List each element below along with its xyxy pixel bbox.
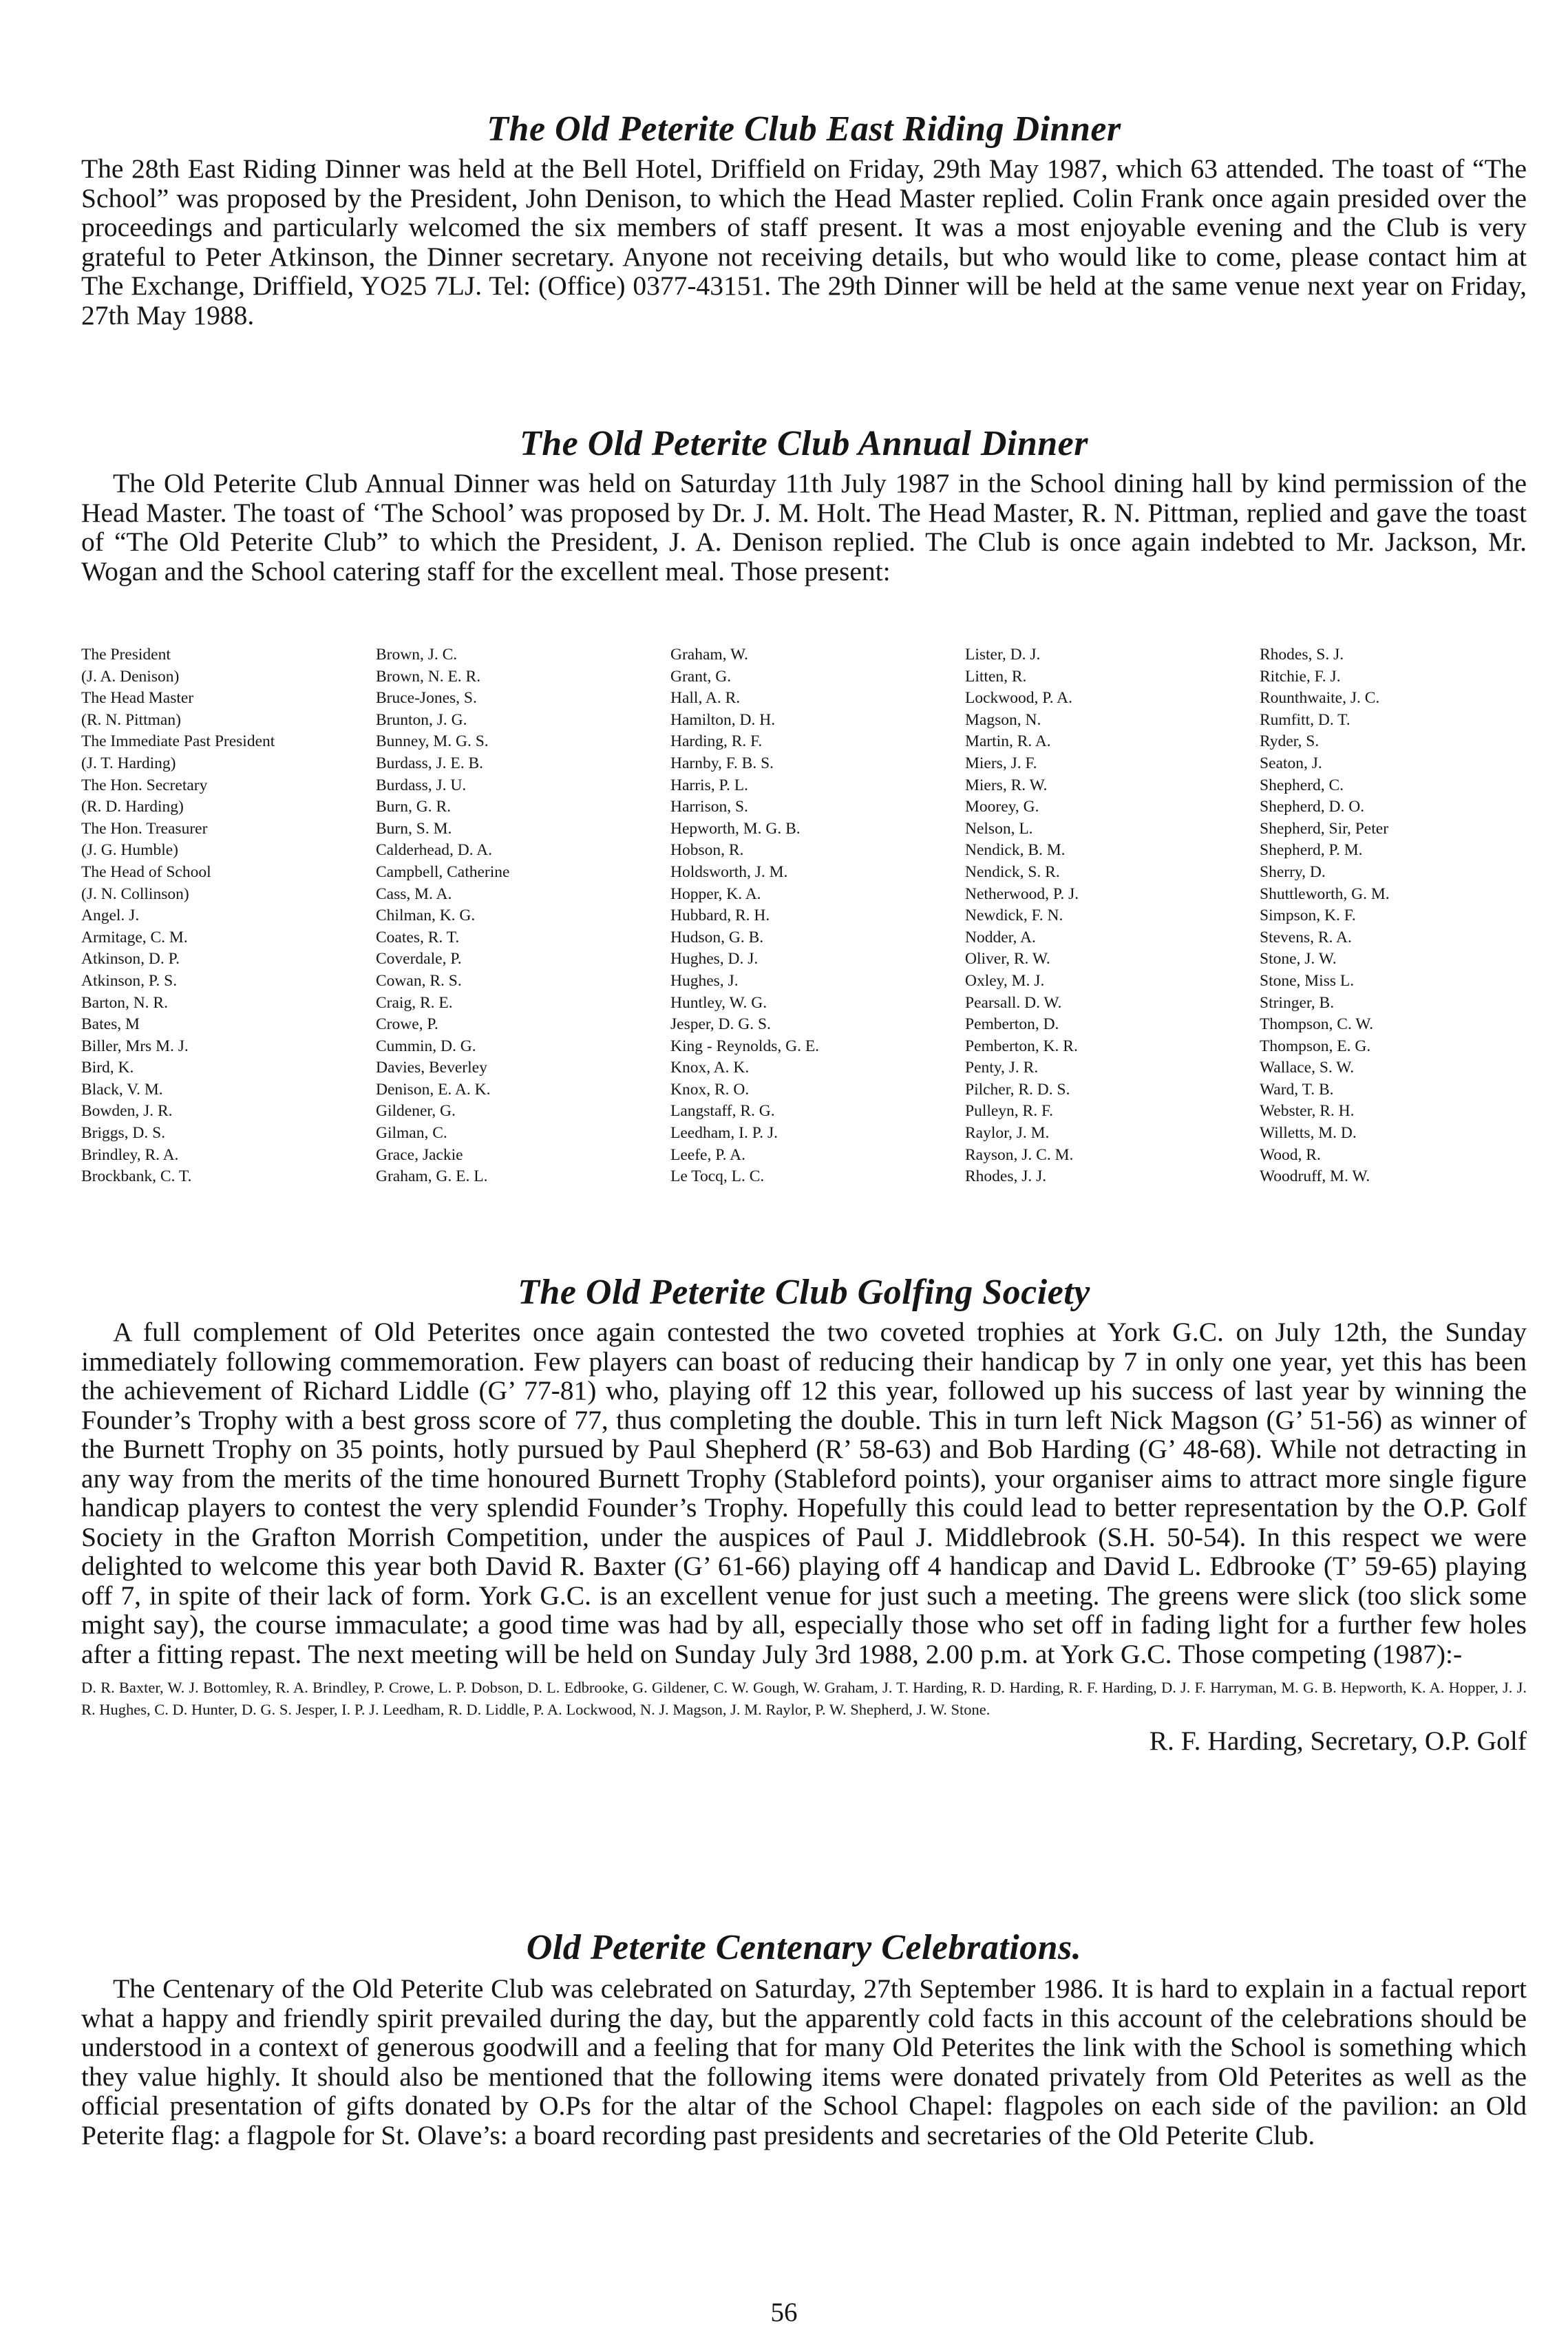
attendee-name: Hudson, G. B. [670, 928, 764, 946]
attendee-name: Burn, G. R. [376, 798, 452, 816]
attendee-name: Hepworth, M. G. B. [670, 819, 801, 838]
attendee-name: Biller, Mrs M. J. [81, 1037, 189, 1055]
attendee-name: Le Tocq, L. C. [670, 1167, 765, 1186]
attendee-name: Woodruff, M. W. [1260, 1167, 1370, 1186]
attendee-name: Sherry, D. [1260, 862, 1326, 881]
attendee-name: Rayson, J. C. M. [965, 1145, 1074, 1164]
attendee-name: Nendick, B. M. [965, 841, 1066, 860]
attendee-name: Burdass, J. E. B. [376, 754, 484, 772]
page-number: 56 [770, 2298, 798, 2327]
attendee-name: Burn, S. M. [376, 819, 452, 838]
attendee-name: Brunton, J. G. [376, 710, 467, 729]
attendee-name: Hamilton, D. H. [670, 710, 776, 729]
attendee-name: Pemberton, D. [965, 1015, 1059, 1034]
attendee-name: Craig, R. E. [376, 993, 453, 1012]
attendee-name: Langstaff, R. G. [670, 1102, 775, 1121]
attendee-name: Grace, Jackie [376, 1145, 463, 1164]
attendee-name: The Hon. Treasurer [81, 819, 208, 838]
attendee-name: Oxley, M. J. [965, 971, 1045, 990]
attendee-name: Grant, G. [670, 667, 732, 686]
annual-dinner-body: The Old Peterite Club Annual Dinner was held on Saturday 11th July 1987 in the School dining hall by kind permission of the Head Master. The toast of ‘The School’ was proposed by Dr. J. M. Holt. The Head Master, R. N. Pittman, replied and gave the toast of “The Old Peterite Club” to which the President, J. A. Denison replied. The Club is once again indebted to Mr. Jackson, Mr. Wogan and the School catering staff for the excellent meal. Those present: [81, 468, 1527, 586]
attendee-name: Briggs, D. S. [81, 1124, 166, 1143]
attendee-name: Pearsall. D. W. [965, 993, 1062, 1012]
attendee-name: Willetts, M. D. [1260, 1124, 1357, 1143]
attendee-name: Simpson, K. F. [1260, 907, 1356, 925]
attendee-name: Shuttleworth, G. M. [1260, 884, 1390, 903]
attendee-name: The Head Master [81, 689, 194, 708]
attendee-name: Harnby, F. B. S. [670, 754, 774, 772]
attendee-name: Moorey, G. [965, 798, 1039, 816]
attendee-name: Cummin, D. G. [376, 1037, 476, 1055]
attendee-column [1260, 644, 1549, 1188]
attendee-name: Brown, J. C. [376, 646, 458, 664]
attendee-name: Barton, N. R. [81, 993, 168, 1012]
attendee-name: The Head of School [81, 862, 211, 881]
attendee-name: Hobson, R. [670, 841, 744, 860]
attendee-name: Black, V. M. [81, 1080, 163, 1099]
attendee-name: Leedham, I. P. J. [670, 1124, 778, 1143]
attendee-name: (J. A. Denison) [81, 667, 180, 686]
attendee-column [81, 644, 370, 1188]
attendee-name: The President [81, 646, 171, 664]
attendee-name: Rumfitt, D. T. [1260, 710, 1350, 729]
east-riding-dinner-section [81, 109, 1527, 330]
attendee-name: (J. N. Collinson) [81, 884, 189, 903]
attendee-name: Leefe, P. A. [670, 1145, 745, 1164]
attendee-name: Bird, K. [81, 1059, 134, 1077]
attendee-name: Shepherd, D. O. [1260, 798, 1365, 816]
attendee-name: Crowe, P. [376, 1015, 438, 1034]
attendee-name: Wood, R. [1260, 1145, 1321, 1164]
attendee-name: Martin, R. A. [965, 732, 1051, 751]
attendee-name: Thompson, C. W. [1260, 1015, 1374, 1034]
attendee-name: Nodder, A. [965, 928, 1036, 946]
attendee-name: Nelson, L. [965, 819, 1033, 838]
attendee-name: Stringer, B. [1260, 993, 1335, 1012]
attendee-name: Ryder, S. [1260, 732, 1320, 751]
golfing-society-body: A full complement of Old Peterites once again contested the two coveted trophies at York G.C. on July 12th, the Sunday immediately following commemoration. Few players can boast of reducing their handicap by 7 in only one year, yet this has been the achievement of Richard Liddle (G’ 77-81) who, playing off 12 this year, followed up his success of last year by winning the Founder’s Trophy with a best gross score of 77, thus completing the double. This in turn left Nick Magson (G’ 51-56) as winner of the Burnett Trophy on 35 points, hotly pursued by Paul Shepherd (R’ 58-63) and Bob Harding (G’ 48-68). While not detracting in any way from the merits of the time honoured Burnett Trophy (Stableford points), your organiser aims to attract more single figure handicap players to contest the very splendid Founder’s Trophy. Hopefully this could lead to better representation by the O.P. Golf Society in the Grafton Morrish Competition, under the auspices of Paul J. Middlebrook (S.H. 50-54). In this respect we were delighted to welcome this year both David R. Baxter (G’ 61-66) playing off 4 handicap and David L. Edbrooke (T’ 59-65) playing off 7, in spite of their lack of form. York G.C. is an excellent venue for just such a meeting. The greens were slick (too slick some might say), the course immaculate; a good time was had by all, especially those who set off in fading light for a further few holes after a fitting repast. The next meeting will be held on Sunday July 3rd 1988, 2.00 p.m. at York G.C. Those competing (1987):- [81, 1317, 1527, 1669]
annual-dinner-heading: The Old Peterite Club Annual Dinner [519, 424, 1088, 463]
attendee-name: Shepherd, C. [1260, 776, 1344, 794]
attendee-name: Harris, P. L. [670, 776, 748, 794]
attendee-name: Oliver, R. W. [965, 950, 1050, 968]
attendee-name: Knox, A. K. [670, 1059, 750, 1077]
attendee-name: King - Reynolds, G. E. [670, 1037, 820, 1055]
attendee-name: Chilman, K. G. [376, 907, 476, 925]
attendee-name: Rhodes, S. J. [1260, 646, 1344, 664]
attendee-name: Pilcher, R. D. S. [965, 1080, 1070, 1099]
attendee-name: Hughes, D. J. [670, 950, 759, 968]
attendee-name: Stone, J. W. [1260, 950, 1337, 968]
attendee-name: Cass, M. A. [376, 884, 452, 903]
attendee-name: The Immediate Past President [81, 732, 275, 751]
attendee-name: Angel. J. [81, 907, 140, 925]
attendee-name: Coverdale, P. [376, 950, 462, 968]
golf-competitors-list: D. R. Baxter, W. J. Bottomley, R. A. Brindley, P. Crowe, L. P. Dobson, D. L. Edbrooke, G. Gildener, C. W. Gough, W. Graham, J. T. Harding, R. D. Harding, R. F. Harding, D. J. F. Harryman, M. G. B. Hepworth, K. A. Hopper, J. J. R. Hughes, C. D. Hunter, D. G. S. Jesper, I. P. J. Leedham, R. D. Liddle, P. A. Lockwood, N. J. Magson, J. M. Raylor, P. W. Shepherd, J. W. Stone. [81, 1679, 1527, 1718]
attendee-column [965, 644, 1254, 1188]
attendee-name: Holdsworth, J. M. [670, 862, 788, 881]
attendee-name: Jesper, D. G. S. [670, 1015, 771, 1034]
centenary-section [81, 1927, 1527, 2150]
attendee-name: Harding, R. F. [670, 732, 763, 751]
attendee-name: Atkinson, D. P. [81, 950, 180, 968]
attendee-name: Gildener, G. [376, 1102, 456, 1121]
attendee-name: Magson, N. [965, 710, 1041, 729]
attendee-name: Pulleyn, R. F. [965, 1102, 1054, 1121]
attendee-name: Stone, Miss L. [1260, 971, 1355, 990]
attendee-name: Newdick, F. N. [965, 907, 1063, 925]
attendee-name: Ward, T. B. [1260, 1080, 1334, 1099]
attendee-name: Bates, M [81, 1015, 140, 1034]
attendee-name: Wallace, S. W. [1260, 1059, 1355, 1077]
attendee-name: Shepherd, Sir, Peter [1260, 819, 1389, 838]
attendee-name: Bowden, J. R. [81, 1102, 173, 1121]
attendee-name: Huntley, W. G. [670, 993, 767, 1012]
attendee-name: Campbell, Catherine [376, 862, 510, 881]
east-riding-dinner-body: The 28th East Riding Dinner was held at the Bell Hotel, Driffield on Friday, 29th May 1987, which 63 attended. The toast of “The School” was proposed by the President, John Denison, to which the Head Master replied. Colin Frank once again presided over the proceedings and particularly welcomed the six members of staff present. It was a most enjoyable evening and the Club is very grateful to Peter Atkinson, the Dinner secretary. Anyone not receiving details, but who would like to come, please contact him at The Exchange, Driffield, YO25 7LJ. Tel: (Office) 0377-43151. The 29th Dinner will be held at the same venue next year on Friday, 27th May 1988. [81, 153, 1527, 330]
attendee-name: (R. D. Harding) [81, 798, 184, 816]
attendee-name: Denison, E. A. K. [376, 1080, 491, 1099]
attendee-name: Webster, R. H. [1260, 1102, 1355, 1121]
attendee-name: Graham, W. [670, 646, 748, 664]
attendee-name: (J. T. Harding) [81, 754, 176, 772]
attendee-name: Brockbank, C. T. [81, 1167, 192, 1186]
attendee-name: Harrison, S. [670, 798, 748, 816]
attendee-name: Hall, A. R. [670, 689, 741, 708]
attendee-name: Stevens, R. A. [1260, 928, 1352, 946]
attendee-name: Raylor, J. M. [965, 1124, 1050, 1143]
attendee-name: Hughes, J. [670, 971, 739, 990]
attendee-name: Lister, D. J. [965, 646, 1041, 664]
attendee-name: Calderhead, D. A. [376, 841, 493, 860]
attendee-name: (J. G. Humble) [81, 841, 178, 860]
east-riding-dinner-heading: The Old Peterite Club East Riding Dinner [487, 109, 1121, 149]
annual-dinner-section [81, 423, 1527, 586]
attendee-name: Penty, J. R. [965, 1059, 1039, 1077]
attendee-name: Netherwood, P. J. [965, 884, 1079, 903]
attendee-name: Seaton, J. [1260, 754, 1322, 772]
golf-secretary-signature: R. F. Harding, Secretary, O.P. Golf [1149, 1726, 1527, 1756]
attendee-name: Shepherd, P. M. [1260, 841, 1363, 860]
attendee-name: Cowan, R. S. [376, 971, 462, 990]
attendee-name: Ritchie, F. J. [1260, 667, 1341, 686]
attendee-name: Bruce-Jones, S. [376, 689, 477, 708]
attendee-name: Gilman, C. [376, 1124, 447, 1143]
attendee-name: Brown, N. E. R. [376, 667, 481, 686]
golfing-society-section [81, 1272, 1527, 1757]
attendee-name: Atkinson, P. S. [81, 971, 178, 990]
attendee-name: Hubbard, R. H. [670, 907, 770, 925]
attendee-name: Miers, R. W. [965, 776, 1048, 794]
attendee-name: Burdass, J. U. [376, 776, 467, 794]
attendee-column [670, 644, 960, 1188]
attendee-name: Litten, R. [965, 667, 1027, 686]
attendee-name: The Hon. Secretary [81, 776, 208, 794]
attendee-name: Rhodes, J. J. [965, 1167, 1047, 1186]
attendee-name: Rounthwaite, J. C. [1260, 689, 1380, 708]
attendee-name: Miers, J. F. [965, 754, 1037, 772]
golfing-society-heading: The Old Peterite Club Golfing Society [518, 1273, 1090, 1312]
centenary-body: The Centenary of the Old Peterite Club was celebrated on Saturday, 27th September 1986. It is hard to explain in a factual report what a happy and friendly spirit prevailed during the day, but the apparently cold facts in this account of the celebrations should be understood in a context of generous goodwill and a feeling that for many Old Peterites the link with the School is something which they value highly. It should also be mentioned that the following items were donated privately from Old Peterites as well as the official presentation of gifts donated by O.Ps for the altar of the School Chapel: flagpoles on each side of the pavilion: an Old Peterite flag: a flagpole for St. Olave’s: a board recording past presidents and secretaries of the Old Peterite Club. [81, 1973, 1527, 2150]
attendee-name: Lockwood, P. A. [965, 689, 1073, 708]
attendee-name: Nendick, S. R. [965, 862, 1060, 881]
attendee-name: Coates, R. T. [376, 928, 460, 946]
attendee-name: (R. N. Pittman) [81, 710, 181, 729]
attendee-column [376, 644, 665, 1188]
attendee-name: Thompson, E. G. [1260, 1037, 1371, 1055]
attendee-name: Knox, R. O. [670, 1080, 750, 1099]
attendee-name: Brindley, R. A. [81, 1145, 179, 1164]
attendee-name: Armitage, C. M. [81, 928, 188, 946]
attendee-name: Davies, Beverley [376, 1059, 487, 1077]
attendee-name: Bunney, M. G. S. [376, 732, 489, 751]
attendee-name: Hopper, K. A. [670, 884, 761, 903]
attendee-name: Pemberton, K. R. [965, 1037, 1078, 1055]
attendee-list [81, 644, 1527, 1209]
centenary-heading: Old Peterite Centenary Celebrations. [526, 1928, 1082, 1967]
attendee-name: Graham, G. E. L. [376, 1167, 488, 1186]
